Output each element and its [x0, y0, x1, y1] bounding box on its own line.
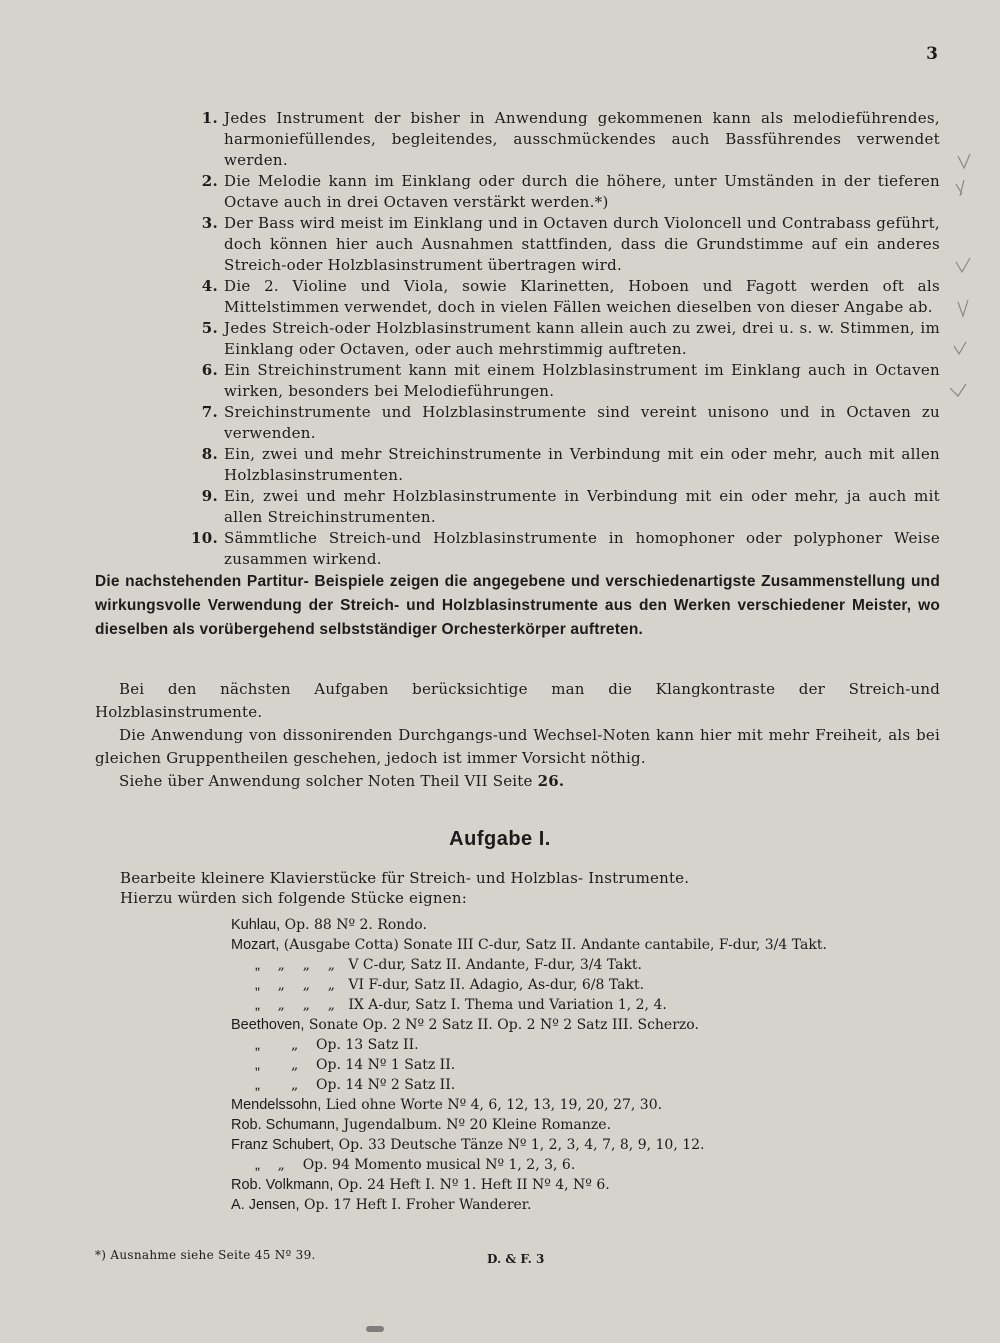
- rule-text: Die 2. Violine und Viola, sowie Klarinetten, Hoboen und Fagott werden oft als Mittelstimmen verwendet, doch in vielen Fällen weichen dieselben von dieser Angabe ab.: [224, 277, 940, 316]
- composer-name: „: [255, 1077, 260, 1093]
- composer-name: A. Jensen,: [231, 1197, 300, 1213]
- rule-item: [186, 444, 940, 486]
- section-heading: Aufgabe I.: [449, 828, 551, 850]
- intro-paragraph: Die nachstehenden Partitur- Beispiele zeigen die angegebene und verschiedenartigste Zusammenstellung und wirkungsvolle Verwendung der Streich- und Holzblasinstrumente aus den Werken verschiedener Meister, wo dieselben als vorübergehend selbstständiger Orchesterkörper auftreten.: [95, 573, 940, 638]
- rule-text: Jedes Streich-oder Holzblasinstrument kann allein auch zu zwei, drei u. s. w. Stimmen, im Einklang oder Octaven, oder auch mehrstimmig auftreten.: [224, 319, 940, 358]
- composer-name: „: [255, 957, 260, 973]
- rule-number: 9.: [201, 487, 218, 505]
- composer-name: „: [255, 997, 260, 1013]
- task-line-1: Bearbeite kleinere Klavierstücke für Streich- und Holzblas- Instrumente.: [120, 869, 690, 887]
- work-details: „ Op. 94 Momento musical Nº 1, 2, 3, 6.: [259, 1157, 576, 1173]
- rule-item: [186, 213, 940, 276]
- work-entry: [231, 1055, 931, 1075]
- work-details: Op. 24 Heft I. Nº 1. Heft II Nº 4, Nº 6.: [333, 1177, 610, 1193]
- work-details: Jugendalbum. Nº 20 Kleine Romanze.: [339, 1117, 612, 1133]
- work-details: „ „ „ VI F-dur, Satz II. Adagio, As-dur, 6/8 Takt.: [259, 977, 645, 993]
- rule-number: 3.: [201, 214, 218, 232]
- plate-code: D. & F. 3: [487, 1252, 545, 1266]
- work-details: „ „ „ V C-dur, Satz II. Andante, F-dur, 3/4 Takt.: [259, 957, 642, 973]
- handwritten-check-marks: [950, 150, 980, 410]
- composer-name: Rob. Schumann,: [231, 1117, 340, 1133]
- work-details: Op. 88 Nº 2. Rondo.: [280, 917, 427, 933]
- work-entry: [231, 1035, 931, 1055]
- rule-item: [186, 171, 940, 213]
- rule-number: 1.: [201, 109, 218, 127]
- work-entry: [231, 1075, 931, 1095]
- note-paragraph-2: Die Anwendung von dissonirenden Durchgangs-und Wechsel-Noten kann hier mit mehr Freiheit, als bei gleichen Gruppentheilen geschehen, jedoch ist immer Vorsicht nöthig.: [95, 726, 940, 767]
- ink-smudge: [366, 1326, 384, 1332]
- rule-text: Ein, zwei und mehr Streichinstrumente in Verbindung mit ein oder mehr, auch mit allen Holzblasinstrumenten.: [224, 445, 940, 484]
- note-paragraph-3: [95, 770, 940, 793]
- rule-text: Der Bass wird meist im Einklang und in Octaven durch Violoncell und Contrabass geführt, doch können hier auch Ausnahmen stattfinden, dass die Grundstimme auf ein anderes Streich-oder Holzblasinstrument übertragen wird.: [224, 214, 940, 274]
- rule-item: [186, 402, 940, 444]
- work-details: Op. 33 Deutsche Tänze Nº 1, 2, 3, 4, 7, 8, 9, 10, 12.: [334, 1137, 705, 1153]
- work-details: „ Op. 14 Nº 1 Satz II.: [259, 1057, 456, 1073]
- rule-item: [186, 486, 940, 528]
- work-entry: [231, 1135, 931, 1155]
- note-page-reference: 26.: [537, 772, 565, 790]
- rule-number: 2.: [201, 172, 218, 190]
- work-entry: [231, 995, 931, 1015]
- work-details: (Ausgabe Cotta) Sonate III C-dur, Satz II. Andante cantabile, F-dur, 3/4 Takt.: [279, 937, 827, 953]
- work-entry: [231, 975, 931, 995]
- rule-item: [186, 276, 940, 318]
- work-entry: [231, 915, 931, 935]
- composer-name: Beethoven,: [231, 1017, 305, 1033]
- note-paragraph-3-text: Siehe über Anwendung solcher Noten Theil VII Seite: [119, 772, 538, 790]
- rule-item: [186, 528, 940, 570]
- rule-text: Sreichinstrumente und Holzblasinstrumente sind vereint unisono und in Octaven zu verwenden.: [224, 403, 940, 442]
- check-marks-icon: [950, 150, 980, 410]
- rule-text: Ein Streichinstrument kann mit einem Holzblasinstrument im Einklang auch in Octaven wirken, besonders bei Melodieführungen.: [224, 361, 940, 400]
- works-list: [231, 915, 931, 1215]
- rule-number: 5.: [201, 319, 218, 337]
- work-entry: [231, 1195, 931, 1215]
- work-entry: [231, 935, 931, 955]
- footnote: *) Ausnahme siehe Seite 45 Nº 39.: [95, 1248, 316, 1262]
- rule-item: [186, 318, 940, 360]
- composer-name: „: [255, 977, 260, 993]
- work-entry: [231, 955, 931, 975]
- composer-name: Rob. Volkmann,: [231, 1177, 334, 1193]
- rule-number: 7.: [201, 403, 218, 421]
- work-details: „ Op. 13 Satz II.: [259, 1037, 419, 1053]
- rule-item: [186, 360, 940, 402]
- rule-number: 6.: [201, 361, 218, 379]
- composer-name: Franz Schubert,: [231, 1137, 335, 1153]
- composer-name: „: [255, 1037, 260, 1053]
- rule-number: 10.: [191, 529, 218, 547]
- work-details: Sonate Op. 2 Nº 2 Satz II. Op. 2 Nº 2 Satz III. Scherzo.: [304, 1017, 699, 1033]
- work-details: „ Op. 14 Nº 2 Satz II.: [259, 1077, 456, 1093]
- rule-text: Die Melodie kann im Einklang oder durch die höhere, unter Umständen in der tieferen Octave auch in drei Octaven verstärkt werden.*): [224, 172, 940, 211]
- rule-text: Sämmtliche Streich-und Holzblasinstrumente in homophoner oder polyphoner Weise zusammen wirkend.: [224, 529, 940, 568]
- composer-name: Mendelssohn,: [231, 1097, 322, 1113]
- composer-name: „: [255, 1057, 260, 1073]
- rule-text: Jedes Instrument der bisher in Anwendung gekommenen kann als melodieführendes, harmoniefüllendes, begleitendes, ausschmückendes auch Bassführendes verwendet werden.: [224, 109, 940, 169]
- work-entry: [231, 1115, 931, 1135]
- rule-text: Ein, zwei und mehr Holzblasinstrumente in Verbindung mit ein oder mehr, ja auch mit allen Streichinstrumenten.: [224, 487, 940, 526]
- rule-number: 4.: [201, 277, 218, 295]
- work-details: „ „ „ IX A-dur, Satz I. Thema und Variation 1, 2, 4.: [259, 997, 667, 1013]
- composer-name: Kuhlau,: [231, 917, 281, 933]
- task-line-2: Hierzu würden sich folgende Stücke eignen:: [120, 889, 467, 907]
- work-entry: [231, 1015, 931, 1035]
- work-entry: [231, 1095, 931, 1115]
- work-entry: [231, 1155, 931, 1175]
- work-entry: [231, 1175, 931, 1195]
- rules-list: [186, 108, 940, 570]
- composer-name: „: [255, 1157, 260, 1173]
- page-number: 3: [926, 44, 938, 64]
- rule-number: 8.: [201, 445, 218, 463]
- notes-block: [95, 678, 940, 793]
- note-paragraph-1: Bei den nächsten Aufgaben berücksichtige man die Klangkontraste der Streich-und Holzblasinstrumente.: [95, 680, 940, 721]
- work-details: Lied ohne Worte Nº 4, 6, 12, 13, 19, 20, 27, 30.: [321, 1097, 663, 1113]
- rule-item: [186, 108, 940, 171]
- work-details: Op. 17 Heft I. Froher Wanderer.: [299, 1197, 532, 1213]
- composer-name: Mozart,: [231, 937, 280, 953]
- task-description: [120, 868, 689, 908]
